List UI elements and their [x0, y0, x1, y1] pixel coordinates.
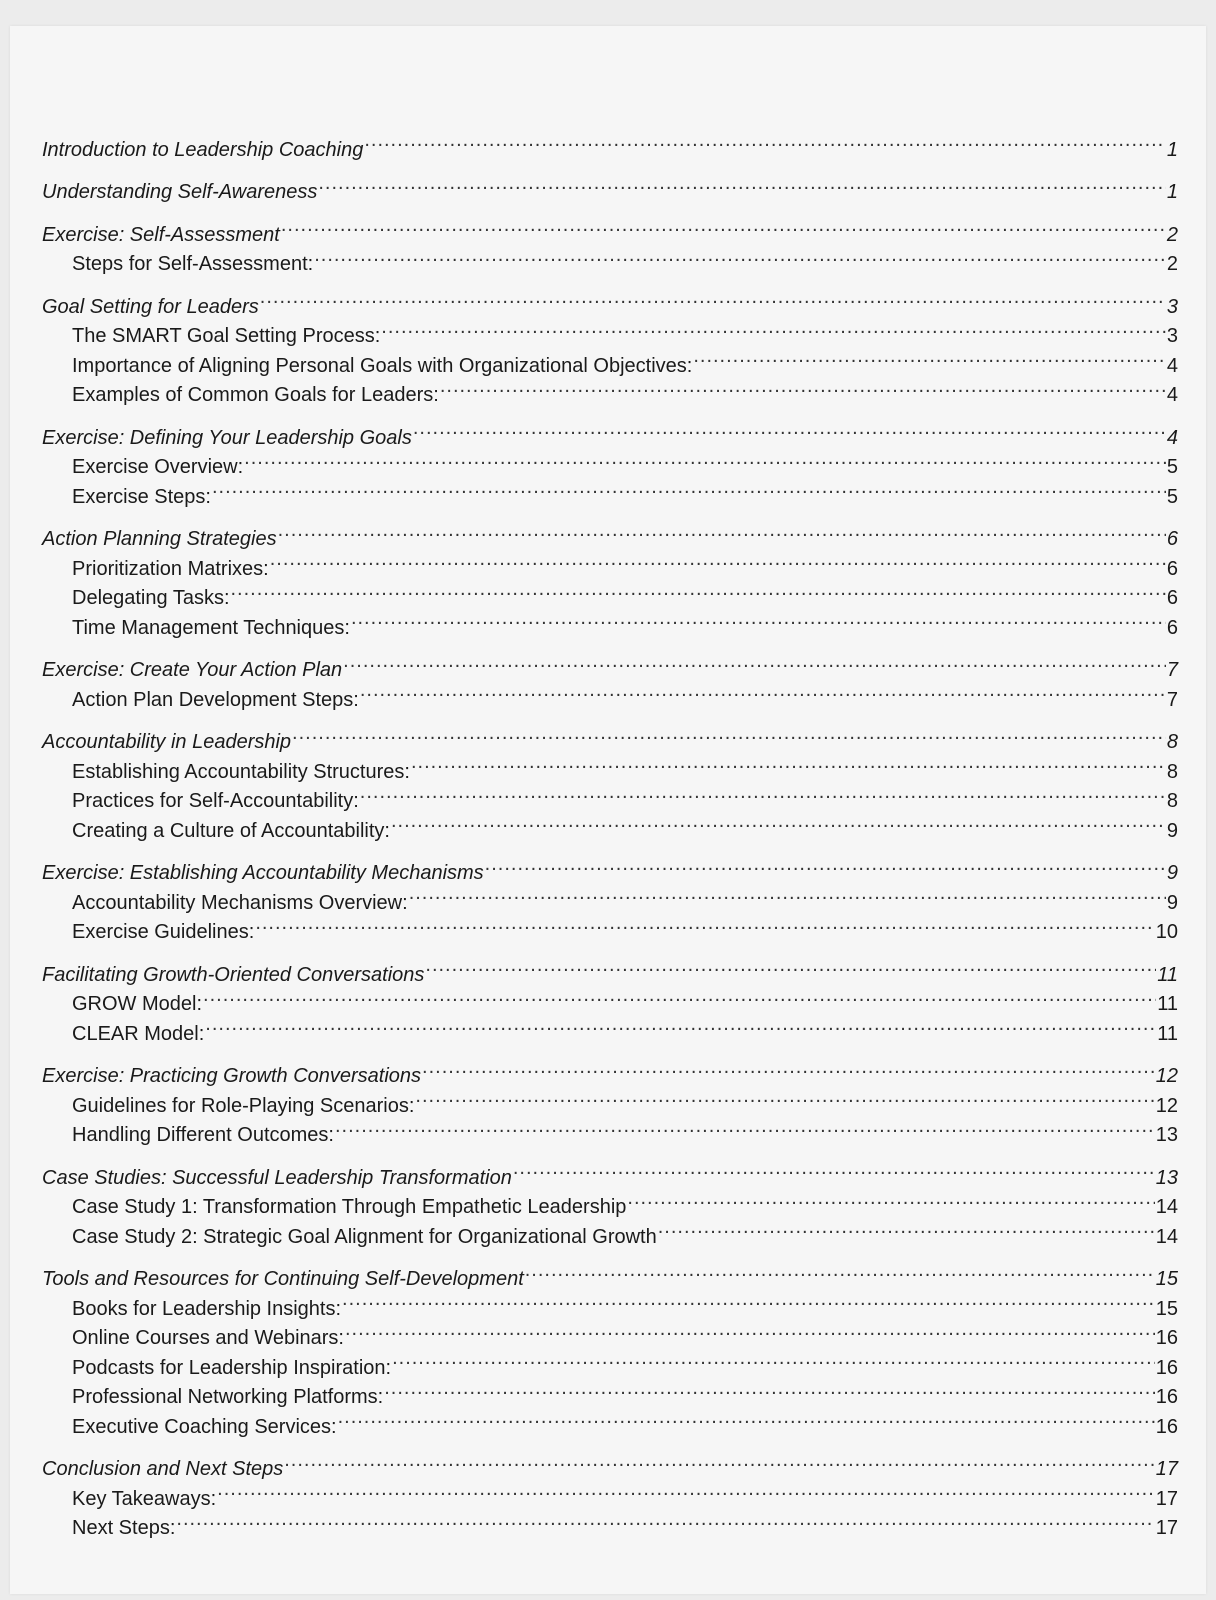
dot-leader — [281, 211, 1166, 241]
toc-page-number: 11 — [1157, 963, 1178, 986]
toc-page-number: 9 — [1166, 891, 1178, 914]
table-of-contents — [42, 126, 1178, 1547]
dot-leader — [292, 719, 1166, 749]
toc-entry-title: Conclusion and Next Steps — [42, 1458, 284, 1480]
toc-section-entry[interactable] — [42, 850, 1178, 884]
toc-group — [42, 1256, 1178, 1438]
dot-leader — [485, 850, 1166, 880]
toc-page-number: 4 — [1166, 384, 1178, 406]
dot-leader — [409, 879, 1166, 909]
dot-leader — [384, 1374, 1155, 1404]
toc-group — [42, 951, 1178, 1045]
toc-section-entry[interactable] — [42, 211, 1178, 246]
dot-leader — [440, 372, 1166, 402]
toc-subsection-entry[interactable] — [42, 1505, 1178, 1539]
toc-entry-title: Online Courses and Webinars: — [72, 1327, 344, 1349]
toc-group — [42, 1053, 1178, 1146]
toc-page-number: 1 — [1166, 138, 1178, 161]
toc-group — [42, 211, 1178, 275]
dot-leader — [284, 1446, 1155, 1476]
toc-page-number: 3 — [1166, 325, 1178, 347]
toc-entry-title: Goal Setting for Leaders — [42, 295, 259, 318]
toc-entry-title: Introduction to Leadership Coaching — [42, 138, 364, 161]
toc-section-entry[interactable] — [42, 126, 1178, 161]
dot-leader — [318, 169, 1166, 199]
dot-leader — [260, 283, 1166, 313]
toc-page-number: 10 — [1155, 921, 1178, 943]
toc-entry-title: Action Plan Development Steps: — [72, 688, 359, 711]
toc-entry-title: Exercise: Establishing Accountability Mechanisms — [42, 862, 484, 884]
dot-leader — [217, 1475, 1155, 1505]
toc-entry-title: Executive Coaching Services: — [72, 1415, 337, 1438]
dot-leader — [278, 516, 1166, 546]
toc-section-entry[interactable] — [42, 283, 1178, 318]
toc-page-number: 5 — [1166, 456, 1178, 478]
toc-page-number: 6 — [1166, 528, 1178, 550]
toc-group — [42, 283, 1178, 406]
dot-leader — [212, 473, 1166, 503]
toc-entry-title: Exercise: Practicing Growth Conversations — [42, 1065, 422, 1087]
toc-entry-title: Steps for Self-Assessment: — [72, 253, 314, 275]
toc-entry-title: Examples of Common Goals for Leaders: — [72, 384, 439, 406]
toc-section-entry[interactable] — [42, 1154, 1178, 1189]
toc-group — [42, 850, 1178, 943]
toc-entry-title: Exercise Steps: — [72, 485, 211, 508]
toc-page-number: 11 — [1157, 1022, 1178, 1045]
toc-page-number: 5 — [1166, 485, 1178, 508]
toc-page-number: 2 — [1166, 253, 1178, 275]
toc-entry-title: Exercise Guidelines: — [72, 921, 255, 943]
toc-group — [42, 647, 1178, 711]
dot-leader — [391, 807, 1166, 837]
dot-leader — [255, 909, 1154, 939]
toc-entry-title: Next Steps: — [72, 1517, 176, 1539]
dot-leader — [351, 604, 1166, 634]
toc-entry-title: Case Studies: Successful Leadership Transformation — [42, 1166, 512, 1189]
toc-page-number: 1 — [1166, 181, 1178, 203]
toc-page-number: 3 — [1166, 295, 1178, 318]
toc-section-entry[interactable] — [42, 1446, 1178, 1480]
toc-entry-title: Importance of Aligning Personal Goals with Organizational Objectives: — [72, 354, 693, 377]
toc-entry-title: Time Management Techniques: — [72, 616, 350, 639]
toc-group — [42, 414, 1178, 508]
toc-section-entry[interactable] — [42, 414, 1178, 449]
toc-entry-title: Handling Different Outcomes: — [72, 1124, 334, 1146]
toc-entry-title: Facilitating Growth-Oriented Conversations — [42, 963, 425, 986]
toc-section-entry[interactable] — [42, 1053, 1178, 1087]
toc-section-entry[interactable] — [42, 719, 1178, 753]
toc-group — [42, 719, 1178, 842]
toc-page-number: 14 — [1155, 1225, 1178, 1248]
toc-page-number: 4 — [1166, 426, 1178, 449]
toc-page-number: 12 — [1155, 1094, 1178, 1117]
toc-entry-title: Accountability in Leadership — [42, 731, 292, 753]
toc-entry-title: Accountability Mechanisms Overview: — [72, 891, 408, 914]
toc-entry-title: Guidelines for Role-Playing Scenarios: — [72, 1094, 415, 1117]
toc-page-number: 13 — [1155, 1124, 1178, 1146]
dot-leader — [525, 1256, 1155, 1286]
toc-entry-title: Books for Leadership Insights: — [72, 1297, 342, 1320]
toc-entry-title: Exercise: Create Your Action Plan — [42, 659, 343, 681]
dot-leader — [392, 1344, 1155, 1374]
toc-subsection-entry[interactable] — [42, 981, 1178, 1015]
dot-leader — [345, 1315, 1155, 1345]
toc-entry-title: Understanding Self-Awareness — [42, 181, 318, 203]
toc-page-number: 7 — [1166, 659, 1178, 681]
toc-page-number: 16 — [1155, 1386, 1178, 1408]
toc-page-number: 16 — [1155, 1327, 1178, 1349]
toc-page-number: 13 — [1155, 1166, 1178, 1189]
dot-leader — [364, 126, 1166, 156]
document-page — [10, 26, 1206, 1594]
toc-entry-title: Key Takeaways: — [72, 1487, 217, 1510]
toc-entry-title: Delegating Tasks: — [72, 587, 230, 609]
toc-entry-title: The SMART Goal Setting Process: — [72, 325, 381, 347]
toc-group — [42, 1446, 1178, 1539]
toc-subsection-entry[interactable] — [42, 1010, 1178, 1045]
toc-section-entry[interactable] — [42, 647, 1178, 681]
dot-leader — [693, 342, 1166, 372]
toc-entry-title: Tools and Resources for Continuing Self-Development — [42, 1268, 524, 1290]
toc-section-entry[interactable] — [42, 951, 1178, 986]
dot-leader — [360, 676, 1166, 706]
dot-leader — [203, 981, 1156, 1011]
toc-entry-title: Creating a Culture of Accountability: — [72, 819, 390, 842]
toc-page-number: 16 — [1155, 1415, 1178, 1438]
dot-leader — [338, 1403, 1155, 1433]
toc-page-number: 9 — [1166, 862, 1178, 884]
toc-section-entry[interactable] — [42, 516, 1178, 550]
toc-page-number: 4 — [1166, 354, 1178, 377]
dot-leader — [314, 241, 1166, 271]
dot-leader — [343, 647, 1166, 677]
toc-entry-title: Exercise: Self-Assessment — [42, 223, 280, 246]
toc-group — [42, 126, 1178, 161]
dot-leader — [513, 1154, 1155, 1184]
toc-page-number: 17 — [1155, 1458, 1178, 1480]
toc-entry-title: GROW Model: — [72, 993, 203, 1015]
toc-page-number: 6 — [1166, 587, 1178, 609]
toc-entry-title: Exercise Overview: — [72, 456, 244, 478]
toc-page-number: 7 — [1166, 688, 1178, 711]
toc-page-number: 9 — [1166, 819, 1178, 842]
toc-group — [42, 169, 1178, 203]
dot-leader — [422, 1053, 1155, 1083]
toc-group — [42, 1154, 1178, 1248]
toc-section-entry[interactable] — [42, 1256, 1178, 1290]
toc-page-number: 16 — [1155, 1356, 1178, 1379]
dot-leader — [205, 1010, 1156, 1040]
toc-group — [42, 516, 1178, 639]
dot-leader — [415, 1082, 1154, 1112]
dot-leader — [360, 778, 1166, 808]
dot-leader — [627, 1184, 1154, 1214]
dot-leader — [244, 444, 1166, 474]
toc-entry-title: Establishing Accountability Structures: — [72, 760, 410, 783]
dot-leader — [411, 748, 1166, 778]
toc-page-number: 8 — [1166, 790, 1178, 812]
dot-leader — [270, 545, 1166, 575]
toc-page-number: 8 — [1166, 760, 1178, 783]
dot-leader — [658, 1213, 1155, 1243]
toc-page-number: 15 — [1155, 1268, 1178, 1290]
dot-leader — [176, 1505, 1154, 1535]
toc-entry-title: Case Study 2: Strategic Goal Alignment for Organizational Growth — [72, 1225, 657, 1248]
toc-section-entry[interactable] — [42, 169, 1178, 203]
toc-page-number: 12 — [1155, 1065, 1178, 1087]
toc-page-number: 6 — [1166, 557, 1178, 580]
dot-leader — [381, 313, 1166, 343]
toc-page-number: 6 — [1166, 616, 1178, 639]
toc-subsection-entry[interactable] — [42, 473, 1178, 508]
toc-page-number: 17 — [1155, 1487, 1178, 1510]
dot-leader — [425, 951, 1156, 981]
toc-page-number: 15 — [1155, 1297, 1178, 1320]
toc-page-number: 17 — [1155, 1517, 1178, 1539]
toc-page-number: 11 — [1157, 993, 1178, 1015]
toc-page-number: 8 — [1166, 731, 1178, 753]
dot-leader — [413, 414, 1166, 444]
toc-entry-title: Practices for Self-Accountability: — [72, 790, 359, 812]
toc-page-number: 2 — [1166, 223, 1178, 246]
toc-page-number: 14 — [1155, 1196, 1178, 1218]
toc-entry-title: Prioritization Matrixes: — [72, 557, 269, 580]
toc-entry-title: Podcasts for Leadership Inspiration: — [72, 1356, 392, 1379]
toc-entry-title: Case Study 1: Transformation Through Empathetic Leadership — [72, 1196, 627, 1218]
toc-entry-title: Professional Networking Platforms: — [72, 1386, 384, 1408]
dot-leader — [342, 1285, 1155, 1315]
dot-leader — [335, 1112, 1155, 1142]
toc-entry-title: Exercise: Defining Your Leadership Goals — [42, 426, 412, 449]
toc-entry-title: Action Planning Strategies — [42, 528, 277, 550]
dot-leader — [231, 575, 1166, 605]
toc-entry-title: CLEAR Model: — [72, 1022, 205, 1045]
